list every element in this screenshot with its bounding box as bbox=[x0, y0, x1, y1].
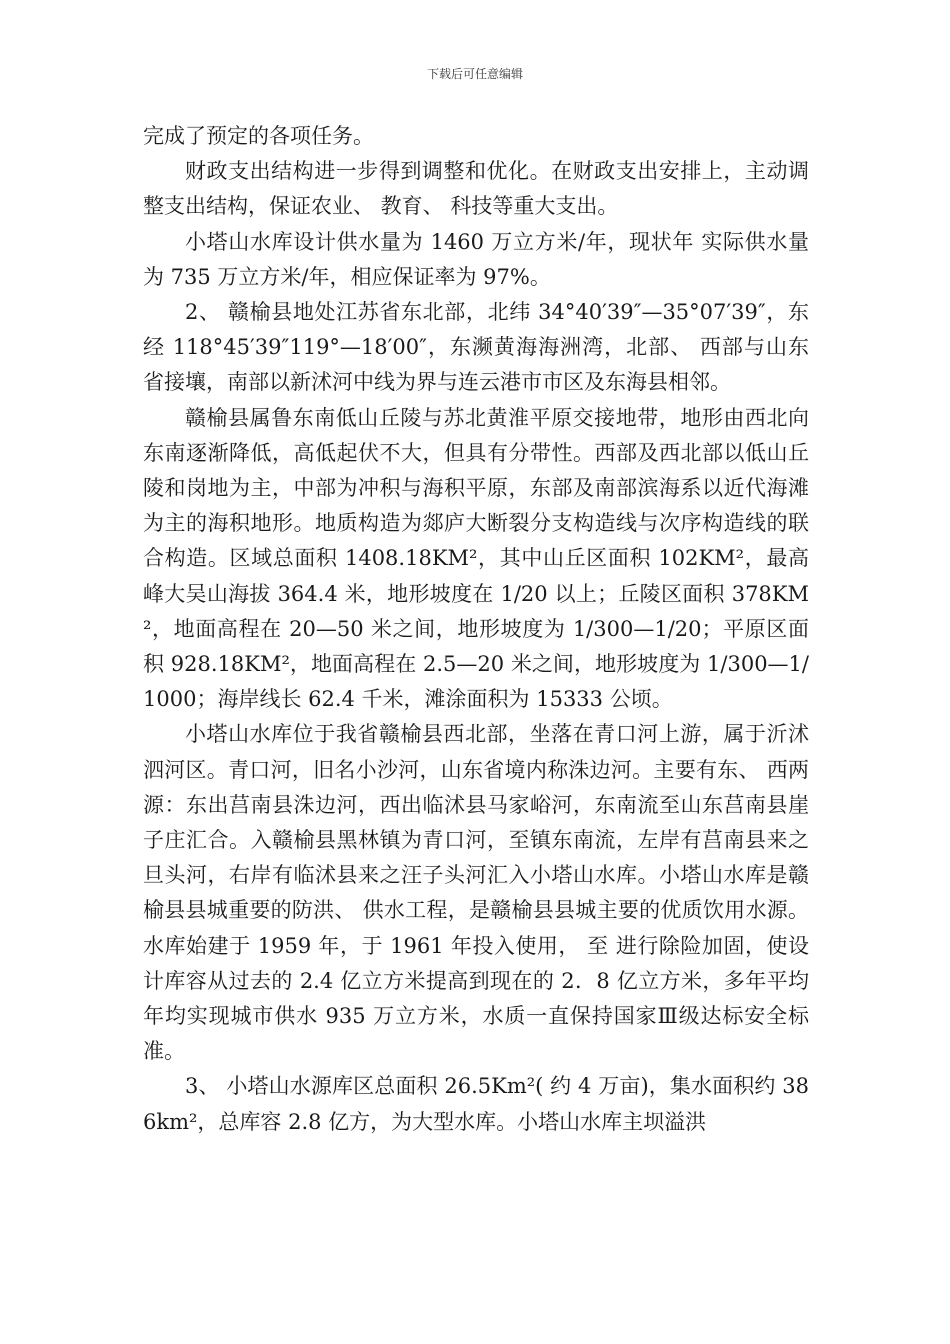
page-header: 下载后可任意编辑 bbox=[426, 67, 523, 81]
paragraph-task-completion: 完成了预定的各项任务。 bbox=[143, 124, 374, 148]
paragraph-water-supply: 小塔山水库设计供水量为 1460 万立方米/年，现状年 实际供水量为 735 万立方米/年，相应保证率为 97%。 bbox=[143, 229, 809, 289]
paragraph-reservoir-history: 小塔山水库位于我省赣榆县西北部，坐落在青口河上游，属于沂沭泗河区。青口河，旧名小沙河，山东省境内称洙边河。主要有东、 西两源：东出莒南县洙边河，西出临沭县马家峪河，东南流至山东莒南县崖子庄汇合。入赣榆县黑林镇为青口河，至镇东南流，左岸有莒南县来之旦头河，右岸有临沭县来之汪子头河汇入小塔山水库。小塔山水库是赣榆县县城重要的防洪、 供水工程，是赣榆县县城主要的优质饮用水源。水库始建于 1959 年，于 1961 年投入使用， 至 进行除险加固，使设计库容从过去的 2.4 亿立方米提高到现在的 2．8 亿立方米，多年平均年均实现城市供水 935 万立方米，水质一直保持国家Ⅲ级达标安全标准。 bbox=[143, 722, 809, 1064]
paragraph-fiscal-spending: 财政支出结构进一步得到调整和优化。在财政支出安排上，主动调整支出结构，保证农业、 教育、 科技等重大支出。 bbox=[143, 159, 809, 219]
paragraph-reservoir-area: 3、 小塔山水源库区总面积 26.5Km²( 约 4 万亩)，集水面积约 386km²，总库容 2.8 亿方，为大型水库。小塔山水库主坝溢洪 bbox=[143, 1074, 809, 1134]
document-body bbox=[143, 119, 809, 1140]
paragraph-county-location: 2、 赣榆县地处江苏省东北部，北纬 34°40′39″—35°07′39″，东经 118°45′39″119°—18′00″，东濒黄海海洲湾，北部、 西部与山东省接壤，南部以新沭河中线为界与连云港市市区及东海县相邻。 bbox=[143, 300, 809, 395]
paragraph-terrain: 赣榆县属鲁东南低山丘陵与苏北黄淮平原交接地带，地形由西北向东南逐渐降低，高低起伏不大，但具有分带性。西部及西北部以低山丘陵和岗地为主，中部为冲积与海积平原，东部及南部滨海系以近代海滩为主的海积地形。地质构造为郯庐大断裂分支构造线与次序构造线的联合构造。区域总面积 1408.18KM²，其中山丘区面积 102KM²，最高峰大吴山海拔 364.4 米，地形坡度在 1/20 以上；丘陵区面积 378KM²，地面高程在 20—50 米之间，地形坡度为 1/300—1/20；平原区面积 928.18KM²，地面高程在 2.5—20 米之间，地形坡度为 1/300—1/1000；海岸线长 62.4 千米，滩涂面积为 15333 公顷。 bbox=[143, 405, 809, 712]
